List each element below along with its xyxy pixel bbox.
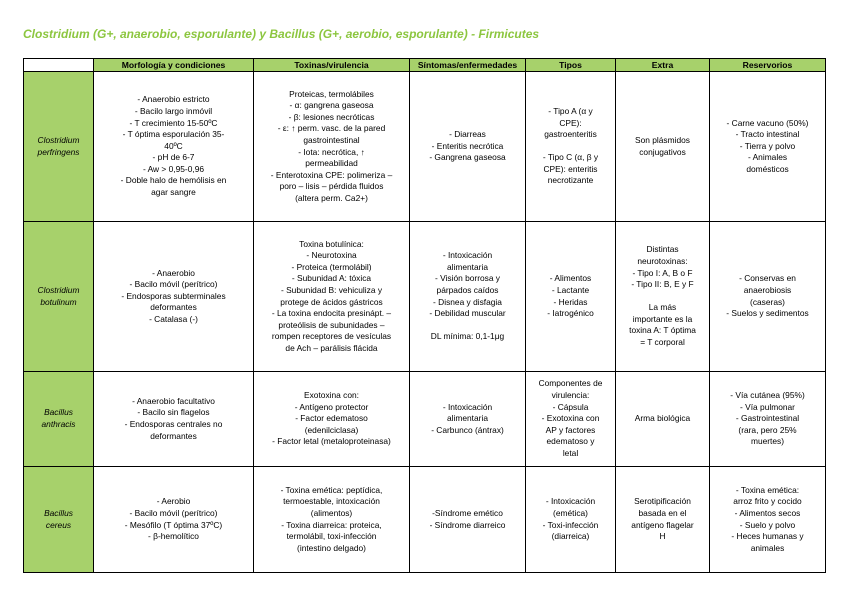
cell-text-line: - Animales [747,152,788,163]
organism-name-line: anthracis [41,419,76,429]
cell-text-line: gastroenteritis [544,129,597,140]
cell-text-line: termoestable, intoxicación [283,496,380,507]
cell-text-line [529,141,612,153]
cell-text-line: - Subunidad A: tóxica [291,273,372,284]
cell-morphology [94,222,254,372]
cell-symptoms [410,372,526,467]
cell-text-line: rompen receptores de vesículas [271,331,392,342]
cell-text-line: - Tracto intestinal [735,129,800,140]
cell-text-line: - Bacilo móvil (perítrico) [129,507,218,518]
cell-text-line: - Toxi-infección [542,519,599,530]
cell-text-line: - Enterotoxina CPE: polimeriza – [270,169,393,180]
cell-text-line: muertes) [750,436,785,447]
row-header-organism [24,222,94,372]
cell-text-line: deformantes [150,430,197,441]
cell-text-line: - Endosporas centrales no [124,419,223,429]
cell-text-line: - Tierra y polvo [739,140,796,151]
cell-types [526,222,616,372]
cell-toxins [254,72,410,222]
cell-text-line: 40ºC [164,140,183,151]
cell-text-line: - Toxina emética: [735,484,800,495]
cell-toxins [254,372,410,467]
cell-text-line: - Antígeno protector [294,401,369,412]
row-header-organism [24,72,94,222]
cell-reservoirs [710,467,826,573]
cell-text-line: - Conservas en [739,273,796,284]
cell-text-line: La más [648,302,677,313]
cell-text-line: - Diarreas [449,129,486,140]
cell-symptoms [410,222,526,372]
cell-text-line: Toxina botulínica: [299,238,364,249]
column-header-symptoms: Síntomas/enfermedades [410,59,526,72]
cell-text-line: Exotoxina con: [304,390,359,401]
table-row [24,72,826,222]
cell-text-line: protege de ácidos gástricos [280,296,383,307]
cell-text-line: - Enteritis necrótica [431,140,504,151]
cell-text-line: Componentes de [538,378,603,389]
cell-types [526,467,616,573]
column-header-reservoirs: Reservorios [710,59,826,72]
cell-text-line: necrotizante [547,175,594,186]
cell-text-line: - Toxina diarreica: proteica, [281,519,382,530]
column-header-morphology: Morfología y condiciones [94,59,254,72]
page-title: Clostridium (G+, anaerobio, esporulante) y Bacillus (G+, aerobio, esporulante) - Firmicutes [23,27,540,41]
cell-text-line: - Doble halo de hemólisis en [120,175,227,186]
cell-text-line: poro – lisis – pérdida fluidos [279,181,384,192]
cell-text-line: - Alimentos [549,273,592,284]
cell-text-line: - T óptima esporulación 35- [122,129,225,140]
cell-text-line: conjugativos [639,146,686,157]
cell-text-line: - Aw > 0,95-0,96 [142,163,205,174]
table-row [24,467,826,573]
cell-text-line: - Heridas [553,296,588,307]
cell-symptoms [410,467,526,573]
cell-text-line: - Debilidad muscular [429,308,506,319]
cell-text-line: - Carbunco (ántrax) [431,424,504,435]
cell-text-line: - La toxina endocita presinápt. – [271,308,392,319]
cell-text-line: - Síndrome diarreico [429,519,506,530]
cell-text-line: (rara, pero 25% [738,424,797,435]
cell-text-line: AP y factores [545,424,596,435]
cell-text-line: deformantes [150,302,197,313]
cell-text-line: - Disnea y disfagia [433,296,502,307]
cell-text-line: - Iatrogénico [547,308,594,319]
cell-text-line: de Ach – parálisis flácida [285,342,378,353]
microbiology-table [23,58,826,573]
cell-text-line: - Bacilo largo inmóvil [134,105,213,116]
cell-text-line: - Suelo y polvo [739,519,796,530]
header-row [24,59,826,72]
cell-text-line: gastrointestinal [303,134,360,145]
cell-text-line: - β-hemolítico [148,531,199,542]
column-header-extra: Extra [616,59,710,72]
cell-text-line: - Subunidad B: vehiculiza y [280,284,383,295]
cell-text-line: alimentaria [447,261,488,272]
column-header-types: Tipos [526,59,616,72]
cell-text-line: - Tipo C (α, β y [542,152,599,163]
cell-text-line: Serotipificación [634,496,691,507]
cell-text-line: arroz frito y cocido [733,496,802,507]
cell-toxins [254,222,410,372]
cell-text-line: neurotoxinas: [637,255,688,266]
cell-text-line: - Gastrointestinal [735,413,800,424]
cell-text-line: alimentaria [447,413,488,424]
cell-text-line: - Vía pulmonar [740,401,795,412]
organism-name-line: Clostridium [37,284,80,295]
cell-text-line: - Visión borrosa y [434,273,500,284]
cell-text-line: virulencia: [551,390,590,401]
cell-text-line: - Bacilo sin flagelos [137,407,210,418]
cell-text-line: toxina A: T óptima [629,325,696,336]
cell-text-line: - Exotoxina con [541,413,600,424]
cell-text-line: - Intoxicación [442,250,493,261]
row-header-organism [24,467,94,573]
cell-types [526,372,616,467]
cell-text-line [619,291,706,303]
cell-text-line: - Vía cutánea (95%) [730,390,805,401]
cell-text-line: - Endosporas subterminales [121,290,226,301]
cell-text-line: - α: gangrena gaseosa [289,100,374,111]
cell-text-line: letal [562,447,579,458]
cell-text-line [413,320,522,332]
cell-text-line: - Anaerobio facultativo [132,395,215,406]
cell-text-line: DL mínima: 0,1-1μg [430,331,505,342]
cell-text-line: basada en el [638,507,687,518]
cell-text-line: (caseras) [750,296,785,307]
cell-text-line: - ε: ↑ perm. vasc. de la pared [277,123,386,134]
cell-text-line: CPE): [559,117,582,128]
cell-text-line: - Intoxicación [442,401,493,412]
cell-text-line: - Heces humanas y [731,531,804,542]
cell-text-line: edematoso y [546,436,595,447]
cell-text-line: (diarreica) [551,531,590,542]
cell-text-line: domésticos [746,163,789,174]
cell-text-line: - Tipo I: A, B o F [632,267,693,278]
cell-extra [616,222,710,372]
cell-text-line: párpados caídos [436,284,499,295]
cell-text-line: - Gangrena gaseosa [429,152,506,163]
cell-text-line: Arma biológica [634,413,691,424]
cell-text-line: (intestino delgado) [297,542,366,553]
cell-text-line: (edenilciclasa) [304,424,359,435]
cell-text-line: - Bacilo móvil (perítrico) [129,279,218,290]
cell-text-line: antígeno flagelar [631,519,694,530]
cell-text-line: - Factor edematoso [295,413,368,424]
cell-toxins [254,467,410,573]
cell-text-line: - Proteica (termolábil) [291,261,372,272]
cell-text-line: - Factor letal (metaloproteinasa) [272,436,391,447]
organism-name-line: cereus [45,519,72,530]
cell-text-line: - Lactante [551,284,590,295]
cell-text-line: termolábil, toxi-infección [286,531,377,542]
cell-text-line: - β: lesiones necróticas [288,111,375,122]
cell-text-line: = T corporal [640,337,685,348]
cell-text-line: - Intoxicación [545,496,596,507]
cell-reservoirs [710,222,826,372]
cell-text-line: - Iota: necrótica, ↑ [298,146,365,157]
cell-extra [616,372,710,467]
table-row [24,372,826,467]
cell-text-line: - pH de 6-7 [152,152,195,163]
cell-morphology [94,72,254,222]
cell-text-line: - Aerobio [156,496,191,507]
cell-text-line: Proteicas, termolábiles [289,88,374,99]
organism-name-line: Bacillus [44,507,73,518]
cell-text-line: anaerobiosis [743,284,792,295]
organism-name-line: botulinum [40,296,77,307]
cell-text-line: - Suelos y sedimentos [726,308,809,319]
organism-name-line: Clostridium [37,134,80,145]
organism-name-line: perfringens [37,146,80,157]
cell-reservoirs [710,372,826,467]
cell-extra [616,467,710,573]
cell-text-line: animales [750,542,785,553]
cell-text-line: (emética) [553,507,588,518]
cell-text-line: Distintas [646,244,679,255]
cell-text-line: - Cápsula [552,401,589,412]
cell-text-line: - Carne vacuno (50%) [726,117,809,128]
organism-name-line: Bacillus [44,407,73,418]
cell-text-line: - Tipo II: B, E y F [631,279,694,290]
cell-text-line: permeabilidad [305,158,358,169]
cell-text-line: - Tipo A (α y [548,105,593,116]
cell-text-line: - Catalasa (-) [149,313,198,324]
table-row [24,222,826,372]
cell-text-line: - Anaerobio [152,267,195,278]
cell-text-line: importante es la [632,313,693,324]
cell-text-line: -Síndrome emético [432,507,503,518]
cell-text-line: agar sangre [151,187,196,198]
row-header-organism [24,372,94,467]
cell-text-line: Son plásmidos [635,134,690,145]
cell-text-line: H [659,531,666,542]
cell-text-line: (altera perm. Ca2+) [295,192,368,203]
cell-text-line: - T crecimiento 15-50ºC [129,117,218,128]
cell-text-line: CPE): enteritis [543,163,598,174]
cell-text-line: proteólisis de subunidades – [278,319,385,330]
cell-text-line: - Alimentos secos [734,507,801,518]
cell-extra [616,72,710,222]
cell-symptoms [410,72,526,222]
cell-morphology [94,467,254,573]
cell-text-line: - Anaerobio estricto [137,94,210,105]
cell-text-line: (alimentos) [310,507,353,518]
header-corner [24,59,94,72]
cell-text-line: - Mesófilo (T óptima 37ºC) [124,519,223,530]
cell-text-line: - Toxina emética: peptídica, [280,484,383,495]
cell-text-line: - Neurotoxina [306,250,357,261]
cell-reservoirs [710,72,826,222]
cell-morphology [94,372,254,467]
cell-types [526,72,616,222]
column-header-toxins: Toxinas/virulencia [254,59,410,72]
